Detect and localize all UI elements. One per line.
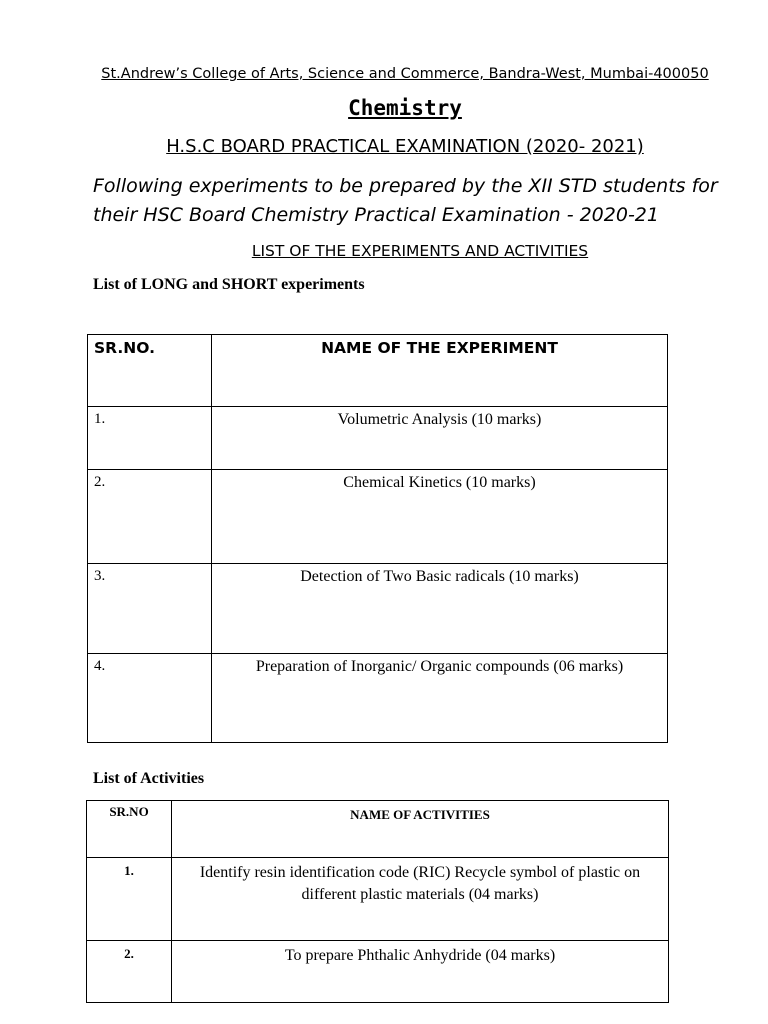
row-activity-name: To prepare Phthalic Anhydride (04 marks) bbox=[172, 941, 669, 1003]
table-row bbox=[88, 470, 668, 564]
table-row bbox=[87, 858, 669, 941]
list-heading: LIST OF THE EXPERIMENTS AND ACTIVITIES bbox=[251, 242, 589, 260]
row-srno: 3. bbox=[88, 564, 212, 654]
row-activity-name: Identify resin identification code (RIC) Recycle symbol of plastic on different plastic materials (04 marks) bbox=[172, 858, 669, 941]
table-row bbox=[88, 654, 668, 743]
column-header-srno: SR.NO. bbox=[88, 335, 212, 407]
column-header-name: NAME OF ACTIVITIES bbox=[172, 801, 669, 858]
row-srno: 2. bbox=[88, 470, 212, 564]
table-row bbox=[88, 564, 668, 654]
activities-label: List of Activities bbox=[93, 770, 205, 787]
row-experiment-name: Preparation of Inorganic/ Organic compounds (06 marks) bbox=[212, 654, 668, 743]
exam-title: H.S.C BOARD PRACTICAL EXAMINATION (2020- 2021) bbox=[166, 136, 644, 157]
table-header-row bbox=[87, 801, 669, 858]
table-row bbox=[87, 941, 669, 1003]
subject-title: Chemistry bbox=[348, 96, 462, 120]
intro-text: Following experiments to be prepared by the XII STD students for their HSC Board Chemistry Practical Examination - 2020-21 bbox=[93, 175, 718, 226]
row-srno: 1. bbox=[88, 407, 212, 470]
row-srno: 2. bbox=[87, 941, 172, 1003]
experiments-table bbox=[87, 334, 668, 743]
table-row bbox=[88, 407, 668, 470]
row-experiment-name: Volumetric Analysis (10 marks) bbox=[212, 407, 668, 470]
row-srno: 4. bbox=[88, 654, 212, 743]
row-srno: 1. bbox=[87, 858, 172, 941]
experiments-label: List of LONG and SHORT experiments bbox=[93, 276, 365, 293]
table-header-row bbox=[88, 335, 668, 407]
row-experiment-name: Detection of Two Basic radicals (10 marks) bbox=[212, 564, 668, 654]
column-header-srno: SR.NO bbox=[87, 801, 172, 858]
row-experiment-name: Chemical Kinetics (10 marks) bbox=[212, 470, 668, 564]
activities-table bbox=[86, 800, 669, 1003]
college-name: St.Andrew’s College of Arts, Science and Commerce, Bandra-West, Mumbai-400050 bbox=[101, 66, 709, 82]
column-header-name: NAME OF THE EXPERIMENT bbox=[212, 335, 668, 407]
